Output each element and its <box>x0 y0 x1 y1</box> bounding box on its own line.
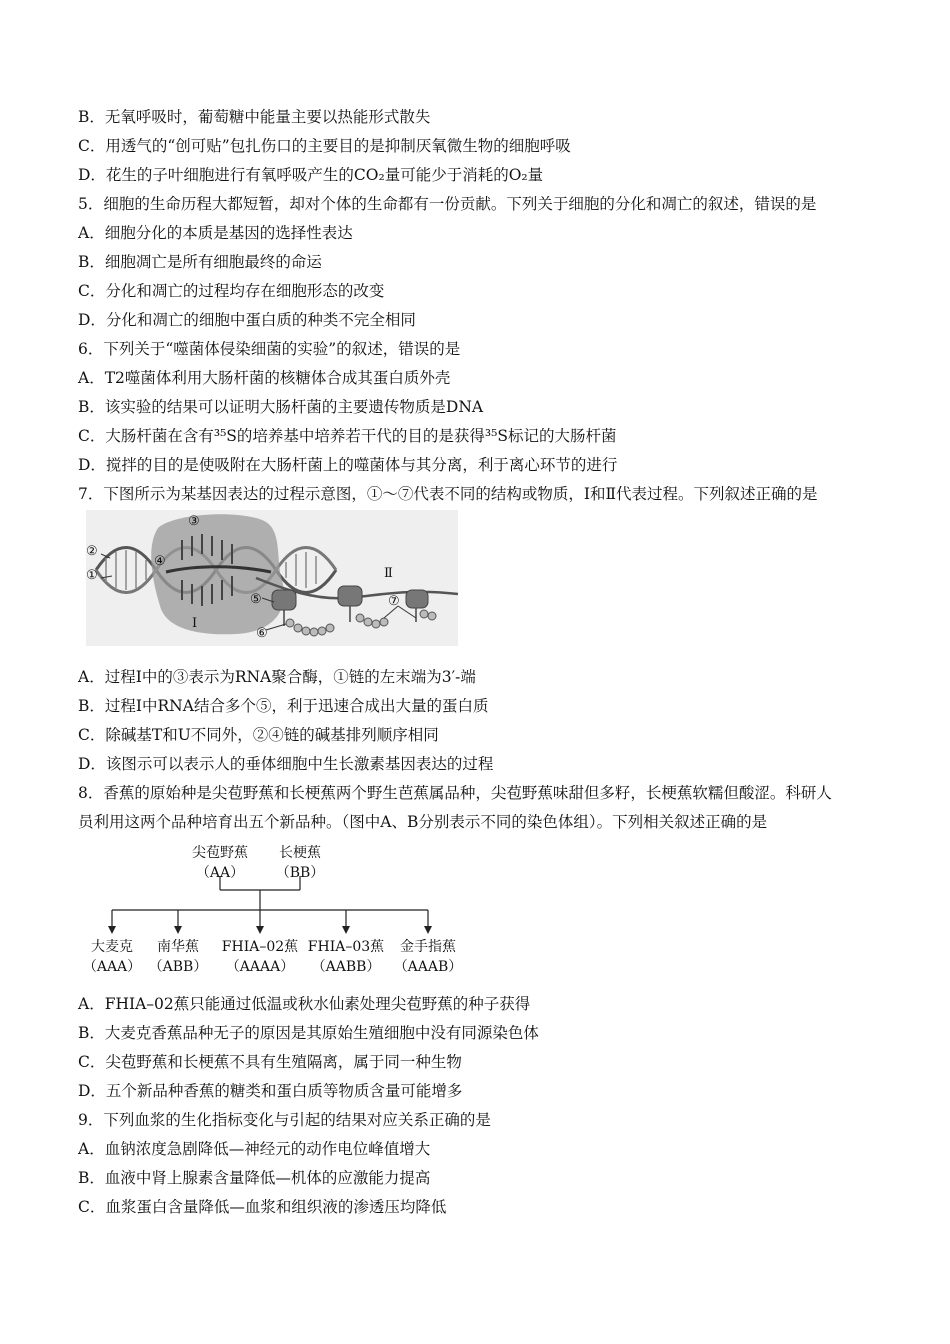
child-variety <box>146 936 210 976</box>
child-name: 金手指蕉 <box>400 939 456 955</box>
question-8-stem: 8．香蕉的原始种是尖苞野蕉和长梗蕉两个野生芭蕉属品种，尖苞野蕉味甜但多籽，长梗蕉软糯但酸涩。科研人 <box>78 784 832 802</box>
option: D．该图示可以表示人的垂体细胞中生长激素基因表达的过程 <box>78 755 494 773</box>
child-genome: （AAAA） <box>225 959 295 975</box>
option: B．血液中肾上腺素含量降低—机体的应激能力提高 <box>78 1169 431 1187</box>
option: B．该实验的结果可以证明大肠杆菌的主要遗传物质是DNA <box>78 398 484 416</box>
label-3: ③ <box>188 514 200 529</box>
label-1: ① <box>86 568 98 583</box>
label-7: ⑦ <box>388 594 400 609</box>
child-genome: （AABB） <box>311 959 381 975</box>
option: B．大麦克香蕉品种无子的原因是其原始生殖细胞中没有同源染色体 <box>78 1024 539 1042</box>
parent-genome: （BB） <box>275 865 325 881</box>
child-name: 南华蕉 <box>157 939 199 955</box>
child-variety <box>80 936 144 976</box>
question-6-stem: 6．下列关于“噬菌体侵染细菌的实验”的叙述，错误的是 <box>78 340 461 358</box>
child-name: FHIA–02蕉 <box>221 939 299 955</box>
line: C．用透气的“创可贴”包扎伤口的主要目的是抑制厌氧微生物的细胞呼吸 <box>78 137 571 155</box>
label-5: ⑤ <box>250 592 262 607</box>
question-8-stem-cont: 员利用这两个品种培育出五个新品种。（图中A、B分别表示不同的染色体组）。下列相关叙述正确的是 <box>78 813 768 831</box>
gene-expression-figure <box>86 510 458 646</box>
parent-name: 尖苞野蕉 <box>192 845 248 861</box>
option: A．细胞分化的本质是基因的选择性表达 <box>78 224 353 242</box>
child-variety <box>392 936 464 976</box>
gene-expression-diagram <box>86 510 458 646</box>
label-4: ④ <box>154 554 166 569</box>
parent-genome: （AA） <box>195 865 245 881</box>
option: C．血浆蛋白含量降低—血浆和组织液的渗透压均降低 <box>78 1198 447 1216</box>
option: B．细胞凋亡是所有细胞最终的命运 <box>78 253 322 271</box>
option: D．五个新品种香蕉的糖类和蛋白质等物质含量可能增多 <box>78 1082 463 1100</box>
label-2: ② <box>86 544 98 559</box>
child-variety <box>216 936 304 976</box>
child-variety <box>302 936 390 976</box>
question-9-stem: 9．下列血浆的生化指标变化与引起的结果对应关系正确的是 <box>78 1111 491 1129</box>
parent-b <box>264 842 336 882</box>
option: A．T2噬菌体利用大肠杆菌的核糖体合成其蛋白质外壳 <box>78 369 451 387</box>
label-6: ⑥ <box>256 626 268 641</box>
child-name: FHIA–03蕉 <box>307 939 385 955</box>
question-5-stem: 5．细胞的生命历程大都短暂，却对个体的生命都有一份贡献。下列关于细胞的分化和凋亡的叙述，错误的是 <box>78 195 817 213</box>
process-1-label: Ⅰ <box>192 616 198 631</box>
question-7-stem: 7．下图所示为某基因表达的过程示意图，①～⑦代表不同的结构或物质，Ⅰ和Ⅱ代表过程。下列叙述正确的是 <box>78 485 818 503</box>
banana-breeding-figure <box>80 842 480 975</box>
option: D．搅拌的目的是使吸附在大肠杆菌上的噬菌体与其分离，利于离心环节的进行 <box>78 456 618 474</box>
option: C．除碱基T和U不同外，②④链的碱基排列顺序相同 <box>78 726 439 744</box>
parent-a <box>180 842 260 882</box>
child-genome: （ABB） <box>148 959 208 975</box>
option: A．血钠浓度急剧降低—神经元的动作电位峰值增大 <box>78 1140 431 1158</box>
process-2-label: Ⅱ <box>384 566 393 581</box>
child-name: 大麦克 <box>91 939 133 955</box>
line: D．花生的子叶细胞进行有氧呼吸产生的CO₂量可能少于消耗的O₂量 <box>78 166 544 184</box>
option: A．FHIA–02蕉只能通过低温或秋水仙素处理尖苞野蕉的种子获得 <box>78 995 531 1013</box>
option: B．过程Ⅰ中RNA结合多个⑤，利于迅速合成出大量的蛋白质 <box>78 697 489 715</box>
child-genome: （AAAB） <box>393 959 463 975</box>
child-genome: （AAA） <box>82 959 142 975</box>
option: C．尖苞野蕉和长梗蕉不具有生殖隔离，属于同一种生物 <box>78 1053 462 1071</box>
option: C．分化和凋亡的过程均存在细胞形态的改变 <box>78 282 385 300</box>
parent-name: 长梗蕉 <box>279 845 321 861</box>
option: D．分化和凋亡的细胞中蛋白质的种类不完全相同 <box>78 311 416 329</box>
line: B．无氧呼吸时，葡萄糖中能量主要以热能形式散失 <box>78 108 431 126</box>
option: C．大肠杆菌在含有³⁵S的培养基中培养若干代的目的是获得³⁵S标记的大肠杆菌 <box>78 427 617 445</box>
option: A．过程Ⅰ中的③表示为RNA聚合酶，①链的左末端为3′-端 <box>78 668 476 686</box>
